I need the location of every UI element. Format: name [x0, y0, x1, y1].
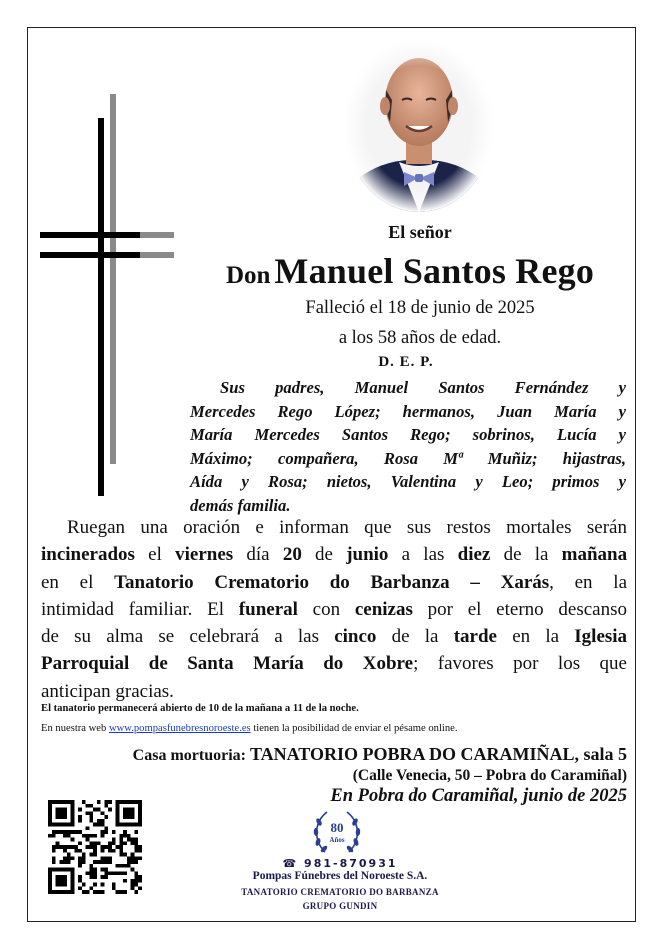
notice-line: de su alma se celebrará a las cinco de la tarde en la Iglesia — [41, 626, 628, 648]
website-link[interactable]: www.pompasfunebresnoroeste.es — [108, 723, 251, 734]
intro-text: El señor — [388, 222, 452, 242]
notice-line: intimidad familiar. El funeral con cenizas por el eterno descanso — [41, 598, 627, 620]
family-line: demás familia. — [190, 495, 291, 515]
casa-value: TANATORIO POBRA DO CARAMIÑAL, sala 5 — [249, 744, 627, 764]
cross-icon — [38, 92, 178, 502]
casa-label: Casa mortuoria: — [132, 747, 246, 764]
notice-line: anticipan gracias. — [41, 680, 174, 702]
age-text: a los 58 años de edad. — [338, 328, 502, 348]
portrait-photo — [344, 30, 494, 212]
family-line: Mercedes Rego López; hermanos, Juan María y — [190, 401, 626, 421]
web-notice: En nuestra web www.pompasfunebresnoroeste.es tienen la posibilidad de enviar el pésame online. — [41, 723, 458, 734]
casa-mortuoria — [41, 744, 627, 765]
notice-line: incinerados el viernes día 20 de junio a las diez de la mañana — [41, 544, 628, 566]
deceased-name — [180, 250, 640, 292]
group-name: GRUPO GUNDIN — [302, 901, 378, 911]
phone-icon: ☎ — [282, 857, 299, 870]
notice-line: Ruegan una oración e informan que sus restos mortales serán — [67, 517, 627, 538]
company-name: Pompas Fúnebres del Noroeste S.A. — [252, 870, 428, 882]
seal-number: 80 — [330, 820, 344, 835]
seal-word: Años — [329, 836, 345, 844]
dep-text: D. E. P. — [378, 354, 434, 370]
family-line: Aída y Rosa; nietos, Valentina y Leo; primos y — [190, 472, 626, 492]
title-prefix: Don — [225, 262, 271, 289]
family-line: María Mercedes Santos Rego; sobrinos, Lucía y — [190, 425, 626, 445]
phone-line — [250, 857, 430, 870]
closing-line: En Pobra do Caramiñal, junio de 2025 — [330, 786, 627, 806]
funeral-notice — [41, 514, 627, 705]
death-date: Falleció el 18 de junio de 2025 — [305, 298, 535, 318]
notice-line: Parroquial de Santa María do Xobre; favores por los que — [41, 653, 627, 675]
family-list — [190, 376, 626, 518]
crematorio-name: TANATORIO CREMATORIO DO BARBANZA — [241, 887, 439, 897]
tanatorio-hours: El tanatorio permanecerá abierto de 10 de la mañana a 11 de la noche. — [41, 703, 359, 714]
qr-code[interactable] — [48, 800, 142, 894]
full-name: Manuel Santos Rego — [274, 251, 595, 291]
family-line: Máximo; compañera, Rosa Mª Muñiz; hijastras, — [190, 448, 626, 468]
phone-number: 981-870931 — [304, 857, 398, 870]
family-line: Sus padres, Manuel Santos Fernández y — [220, 378, 626, 397]
notice-line: en el Tanatorio Crematorio do Barbanza – Xarás, en la — [41, 571, 627, 593]
casa-address: (Calle Venecia, 50 – Pobra do Caramiñal) — [352, 767, 627, 784]
anniversary-seal — [311, 806, 363, 858]
